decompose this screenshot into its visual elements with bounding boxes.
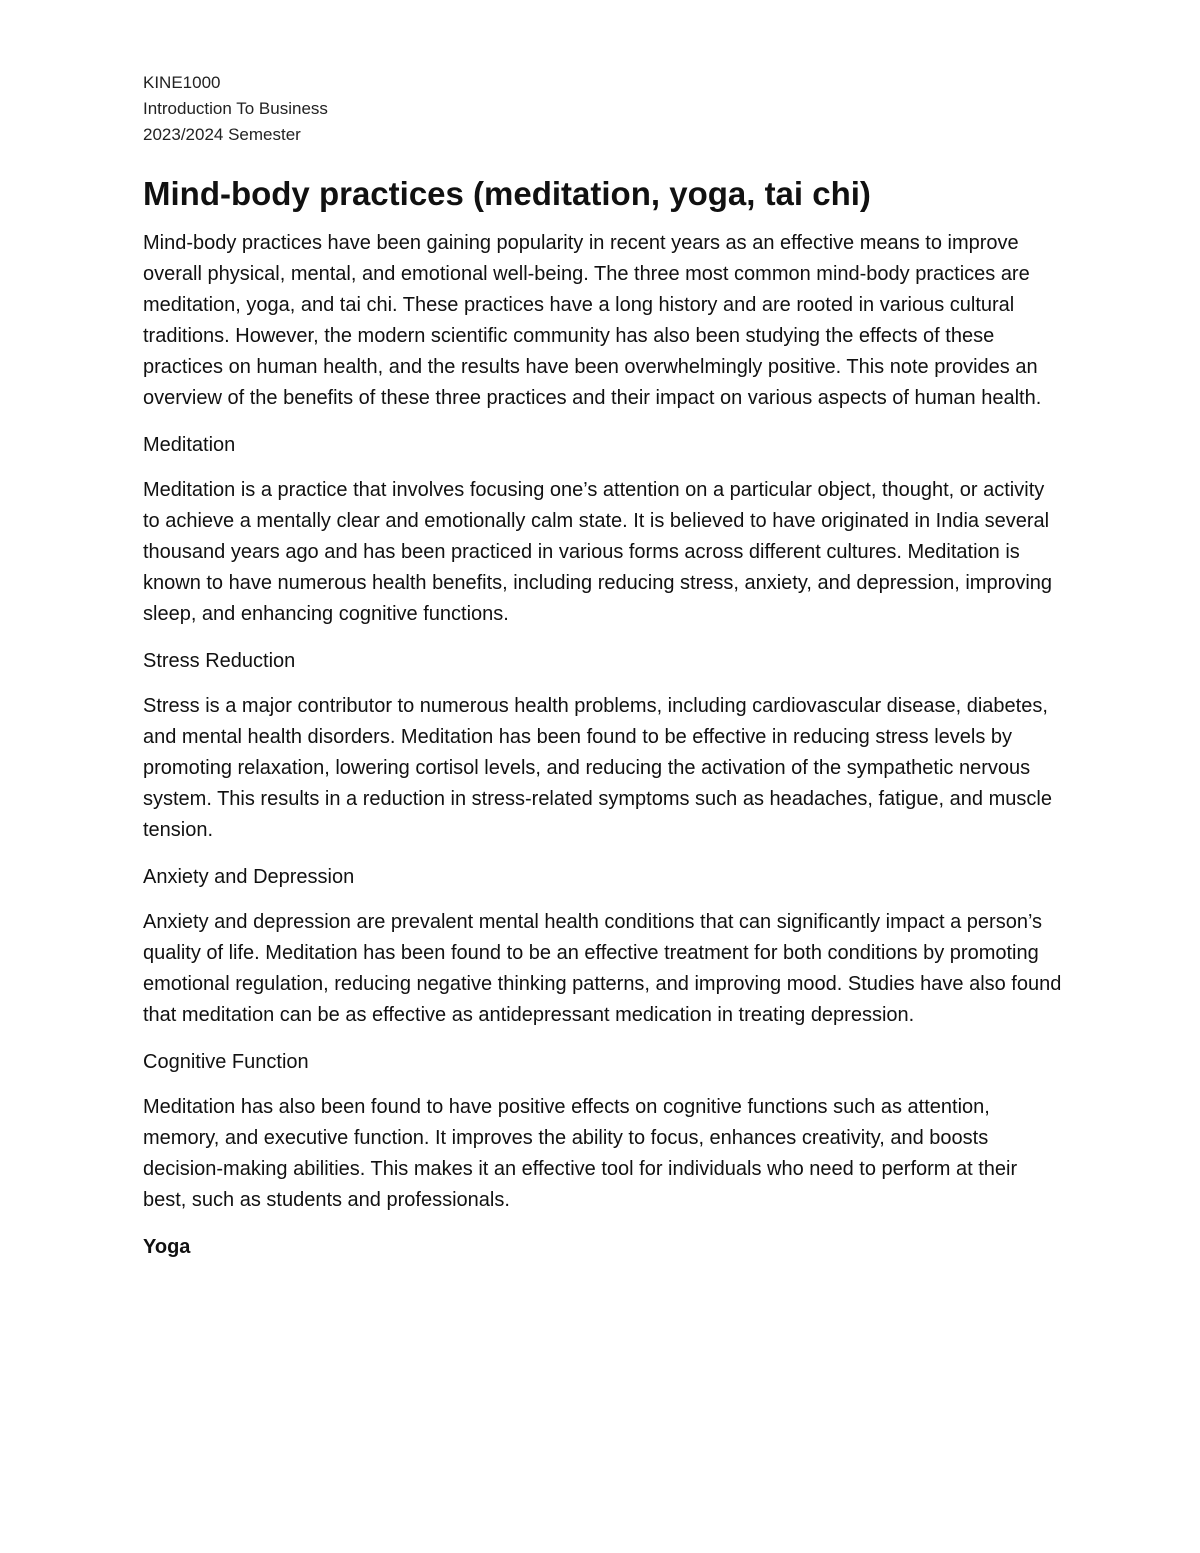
section-heading-yoga: Yoga xyxy=(143,1236,191,1258)
section-heading-anxiety-depression: Anxiety and Depression xyxy=(143,866,355,888)
semester: 2023/2024 Semester xyxy=(143,125,301,144)
course-code: KINE1000 xyxy=(143,73,221,92)
document-title: Mind-body practices (meditation, yoga, tai chi) xyxy=(143,175,871,212)
section-body-meditation: Meditation is a practice that involves focusing one’s attention on a particular object, thought, or activity to achieve a mentally clear and emotionally calm state. It is believed to have originated in India several thousand years ago and has been practiced in various forms across different cultures. Meditation is known to have numerous health benefits, including reducing stress, anxiety, and depression, improving sleep, and enhancing cognitive functions. xyxy=(143,479,1053,625)
section-heading-stress-reduction: Stress Reduction xyxy=(143,650,296,672)
section-body-cognitive-function: Meditation has also been found to have positive effects on cognitive functions such as attention, memory, and executive function. It improves the ability to focus, enhances creativity, and boosts decision-making abilities. This makes it an effective tool for individuals who need to perform at their best, such as students and professionals. xyxy=(143,1096,1018,1211)
section-heading-meditation: Meditation xyxy=(143,434,236,456)
intro-paragraph: Mind-body practices have been gaining popularity in recent years as an effective means to improve overall physical, mental, and emotional well-being. The three most common mind-body practices are meditation, yoga, and tai chi. These practices have a long history and are rooted in various cultural traditions. However, the modern scientific community has also been studying the effects of these practices on human health, and the results have been overwhelmingly positive. This note provides an overview of the benefits of these three practices and their impact on various aspects of human health. xyxy=(143,232,1042,409)
section-heading-cognitive-function: Cognitive Function xyxy=(143,1051,309,1073)
course-header xyxy=(143,70,1063,148)
section-body-anxiety-depression: Anxiety and depression are prevalent mental health conditions that can significantly impact a person’s quality of life. Meditation has been found to be an effective treatment for both conditions by promoting emotional regulation, reducing negative thinking patterns, and improving mood. Studies have also found that meditation can be as effective as antidepressant medication in treating depression. xyxy=(143,911,1062,1026)
document-page xyxy=(143,70,1063,1263)
course-name: Introduction To Business xyxy=(143,99,328,118)
section-body-stress-reduction: Stress is a major contributor to numerous health problems, including cardiovascular disease, diabetes, and mental health disorders. Meditation has been found to be effective in reducing stress levels by promoting relaxation, lowering cortisol levels, and reducing the activation of the sympathetic nervous system. This results in a reduction in stress-related symptoms such as headaches, fatigue, and muscle tension. xyxy=(143,695,1052,841)
